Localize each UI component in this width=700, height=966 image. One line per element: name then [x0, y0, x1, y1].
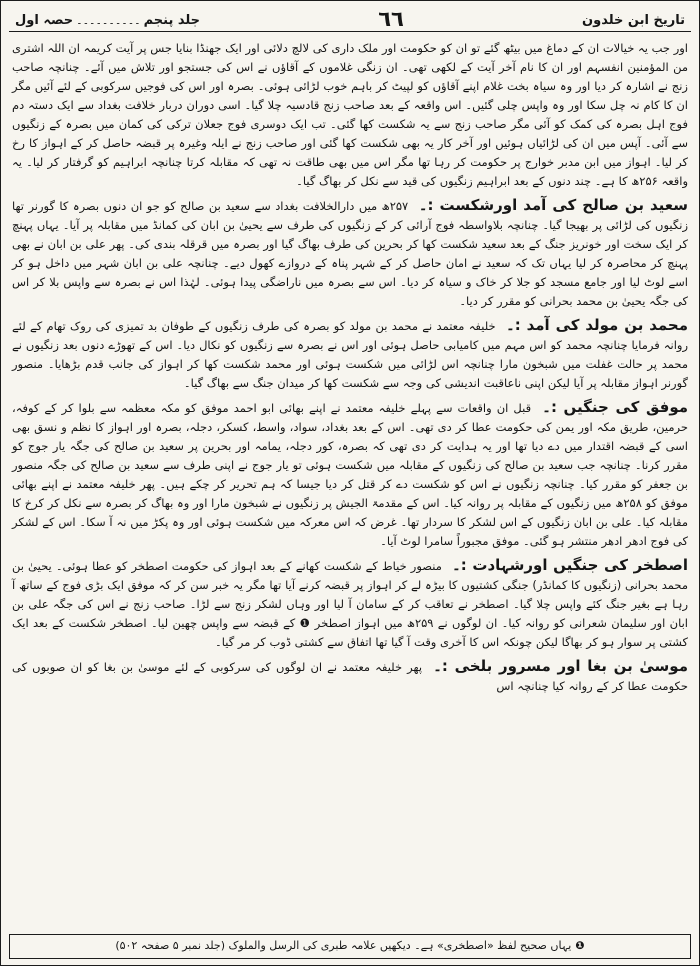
- footnote-marker-icon: ❶: [575, 939, 585, 952]
- header-book-title: تاریخ ابن خلدون: [582, 13, 685, 28]
- page-body: [9, 32, 691, 931]
- part-label: حصہ اول: [15, 13, 74, 28]
- section-heading: سعید بن صالح کی آمد اورشکست :۔: [418, 196, 688, 214]
- header-volume-info: [15, 13, 200, 28]
- section-heading: موفق کی جنگیں :۔: [542, 398, 689, 416]
- paragraph-text: قبل ان واقعات سے پہلے خلیفہ معتمد نے اپنے بھائی ابو احمد موفق کو مکہ معظمہ سے بلوا کر کے کوفہ، حرمین، طریق مکہ اور یمن کی حکومت عطا کر دی تھی۔ اس کے بعد بغداد، سواد، واسط، کسکر، دجلہ، بصرہ اور اہواز کا نظم و نسق بھی اسی کے قبضہ اقتدار میں دے دیا تھا اور یہ ہدایت کر دی تھی کہ بصرہ، کور دجلہ، یمامہ اور بحرین پر سعید بن صالح کی جگہ یار جوج کو مقرر کرنا۔ چنانچہ جب سعید بن صالح کی زنگیوں کے مقابلہ میں شکست ہوئی تو یار جوج نے اپنی طرف سے سعید بن صالح کی جگہ منصور بن جعفر کو مقرر کیا۔ چنانچہ زنگیوں نے اس کو شکست دے کر قتل کر دیا جیسا کہ ہم تحریر کر چکے ہیں۔ پھر خلیفہ معتمد نے اپنے بھائی موفق کو ۲۵۸ھ میں زنگیوں کے مقابلہ پر روانہ کیا۔ اس کے مقدمۃ الجیش پر زنگیوں نے شبخون مارا اور وہ بھاگ کر بصرہ سے نکل کر کرخ کا مقابلہ کیا۔ علی بن ابان زنگیوں کے اس لشکر کا سردار تھا۔ غرض کہ اس معرکہ میں شکست ہوئی اور وہ پکڑ میں نہ آ سکا۔ اس کے لشکر کی فوج ادھر ادھر منتشر ہو گئی۔ موفق مجبوراً سامرا لوٹ آیا۔: [12, 401, 688, 548]
- paragraph-muhammad-bin-mawlad: [12, 316, 688, 393]
- paragraph-text: اور جب یہ خیالات ان کے دماغ میں بیٹھ گئے تو ان کو حکومت اور ملک داری کی لالچ دلائی اور ایک جھنڈا بنایا جس پر آیت کریمہ ان اللہ اشتری من المؤمنین انفسہم اور ان کا نام آخر آیت کے لکھی تھی۔ ان زنگی غلاموں کے آقاؤں نے اس کی جستجو اور تلاش میں آئے۔ چنانچہ صاحب زنج نے اشارہ کر دیا اور وہ سیاہ بخت غلام اپنے آقاؤں کو لپیٹ کر باہم خوب لڑائی ہوئی۔ بصرہ اور اس کی فوجیں سرکوبی کے لئے آئیں مگر ان کا کام نہ چل سکا اور وہ واپس چلی گئیں۔ اس واقعہ کے بعد صاحب زنج قادسیہ چلا گیا۔ اسی دوران دربار خلافت بغداد سے ایک دستہ دم فوج اہل بصرہ کی کمک کو آئی مگر صاحب زنج سے یہ شکست کھا گئی۔ تب ایک دوسری فوج جعلان ترکی کی کمان میں بصرہ کے زنگیوں سے آئی۔ آپس میں ان کی لڑائیاں ہوئیں اور آخر کار یہ بھی شکست کھا گئی اور صاحب زنج نے ایلہ وغیرہ پر قبضہ حاصل کر کے اہواز کا رخ کر لیا۔ اہواز میں ابن مدبر خوارج پر حکومت کر رہا تھا مگر اس میں بھی طاقت نہ تھی کہ مقابلہ کرتا چنانچہ ابراہیم کو گرفتار کر لیا۔ یہ واقعہ ۲۵۶ھ کا ہے۔ چند دنوں کے بعد ابراہیم زنگیوں کی قید سے نکل کر بھاگ گیا۔: [12, 41, 688, 188]
- section-heading: محمد بن مولد کی آمد :۔: [505, 316, 689, 334]
- page-number: ٦٦: [378, 7, 404, 31]
- volume-label: جلد پنجم: [143, 13, 201, 28]
- paragraph-text: منصور خیاط کے شکست کھانے کے بعد اہواز کی حکومت اصطخر کو عطا ہوئی۔ یحییٰ بن محمد بحرانی (زنگیوں کا کمانڈر) جنگی کشتیوں کا بیڑہ لے کر اہواز پر قبضہ کرنے آیا تھا مگر یہ خبر سن کر کہ موفق ایک بڑی فوج کے ساتھ آ رہا ہے بغیر جنگ کئے واپس چلا گیا۔ اصطخر نے تعاقب کر کے سامان آ لیا اور وہاں لشکر زنج سے لڑا۔ صاحب زنج نے اس کی جگہ علی بن ابان اور سلیمان شعرانی کو روانہ کیا۔ ان لوگوں نے ۲۵۹ھ میں اہواز اصطخر ❶ کے قبضہ سے واپس چھین لیا۔ اصطخر شکست کے بعد ایک کشتی پر سوار ہو کر بھاگا لیکن چونکہ اس کا آخری وقت آ گیا تھا اتفاق سے کشتی ڈوب کر مر گیا۔: [12, 559, 688, 649]
- section-heading: اصطخر کی جنگیں اورشہادت :۔: [451, 556, 688, 574]
- paragraph-saeed-bin-saleh: [12, 196, 688, 311]
- paragraph-muwaffaq-wars: [12, 398, 688, 551]
- paragraph-istakhr-wars: [12, 556, 688, 652]
- page-header: [9, 5, 691, 32]
- paragraph-text: ۲۵۷ھ میں دارالخلافت بغداد سے سعید بن صالح کو جو ان دنوں بصرہ کا گورنر تھا زنگیوں کی لڑائی پر بھیجا گیا۔ چنانچہ بلاواسطہ فوج آرائی کر کے زنگیوں کی طرف سے یحییٰ بن ابان کی کمانڈ میں مقابلہ پر آیا۔ یہاں پہنچ کر ایک سخت اور خونریز جنگ کے بعد سعید شکست کھا کر بحرین کی طرف بھاگ گیا اور بصرہ میں قرقلہ بندی کی۔ پھر علی بن ابان نے بھی پہنچ کر محاصرہ کر لیا یہاں تک کہ سعید نے امان حاصل کر کے شہر پناہ کے دروازے کھول دیے۔ چنانچہ علی بن ابان شہر میں داخل ہو کر اسے لوٹ لیا اور جامع مسجد کو جلا کر خاک و سیاہ کر دیا۔ اس سے بصرہ میں ناراضگی پیدا ہوئی۔ لہٰذا اس نے بصرہ سے واپس بلا کر اس کی جگہ یحییٰ بن محمد بحرانی کو مقرر کر دیا۔: [12, 199, 688, 308]
- paragraph-intro: [12, 39, 688, 191]
- paragraph-text: پھر خلیفہ معتمد نے ان لوگوں کی سرکوبی کے لئے موسیٰ بن بغا کو ان صوبوں کی حکومت عطا کر کے روانہ کیا چنانچہ اس: [12, 660, 688, 693]
- footnote-text: یہاں صحیح لفظ «اصطخری» ہے۔ دیکھیں علامہ طبری کی الرسل والملوک (جلد نمبر ۵ صفحہ ۵۰۲): [115, 939, 572, 952]
- footnote-box: [9, 934, 691, 959]
- paragraph-musa-bin-bugha: [12, 657, 688, 696]
- volume-part-separator: ۔۔۔۔۔۔۔۔۔۔: [76, 14, 141, 27]
- paragraph-text: خلیفہ معتمد نے محمد بن مولد کو بصرہ کی طرف زنگیوں کے طوفان بد تمیزی کی روک تھام کے لئے روانہ فرمایا چنانچہ محمد کو اس مہم میں کامیابی حاصل ہوئی اور اس نے بصرہ سے زنگیوں کو نکال دیا۔ اس کے تھوڑے دنوں بعد زنگیوں نے محمد پر حالت غفلت میں شبخون مارا چنانچہ اس لڑائی میں شکست ہوئی اور محمد شکست کھا کر اہواز کی جانب قدم بڑھایا۔ منصور گورنر اہواز مقابلہ پر آیا لیکن اپنی ناعاقبت اندیشی کی وجہ سے شکست کھا کر میدان جنگ سے بھاگ گیا۔: [12, 319, 688, 390]
- section-heading: موسیٰ بن بغا اور مسرور بلخی :۔: [433, 657, 688, 675]
